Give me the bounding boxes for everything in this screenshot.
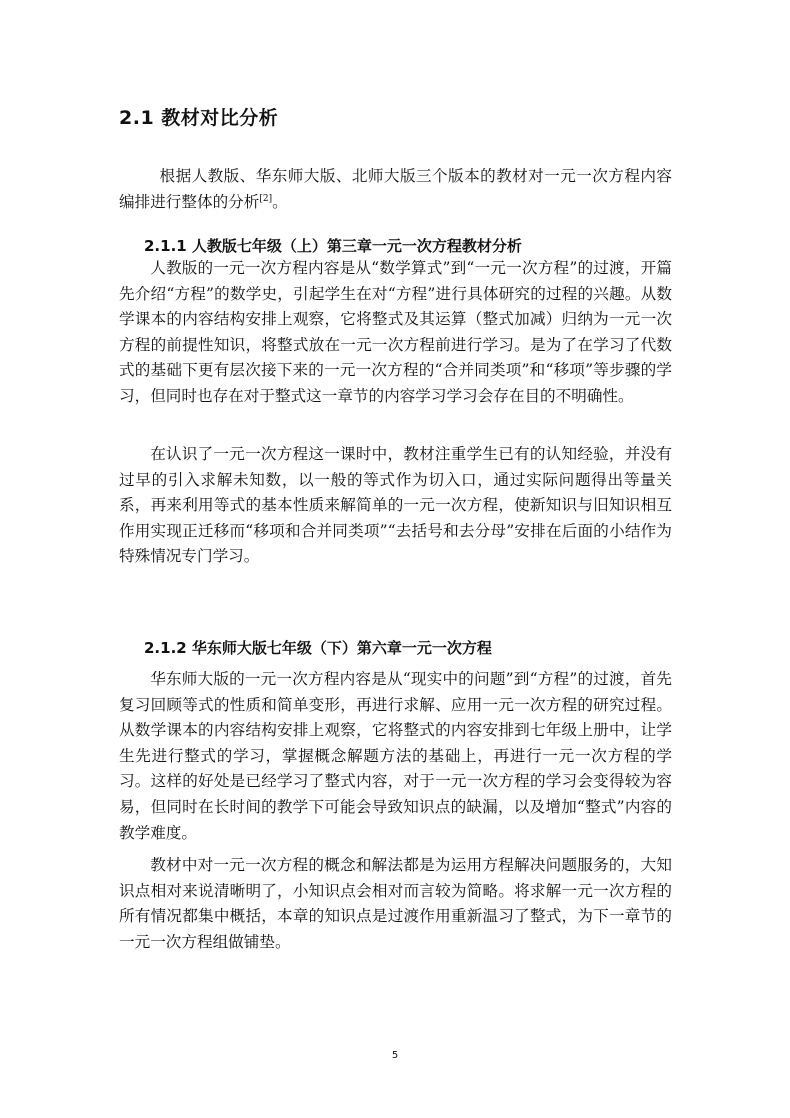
subsection-heading-1: 2.1.1 人教版七年级（上）第三章一元一次方程教材分析 <box>144 237 522 255</box>
subsection-heading-2: 2.1.2 华东师大版七年级（下）第六章一元一次方程 <box>144 639 492 657</box>
intro-text: 根据人教版、华东师大版、北师大版三个版本的教材对一元一次方程内容编排进行整体的分析 <box>119 167 672 211</box>
intro-paragraph <box>119 164 672 215</box>
page-number: 5 <box>391 1050 399 1061</box>
section-heading: 2.1 教材对比分析 <box>119 107 279 129</box>
body-paragraph: 华东师大版的一元一次方程内容是从“现实中的问题”到“方程”的过渡，首先复习回顾等式的性质和简单变形，再进行求解、应用一元一次方程的研究过程。从数学课本的内容结构安排上观察，它将整式的内容安排到七年级上册中，让学生先进行整式的学习，掌握概念解题方法的基础上，再进行一元一次方程的学习。这样的好处是已经学习了整式内容，对于一元一次方程的学习会变得较为容易，但同时在长时间的教学下可能会导致知识点的缺漏，以及增加“整式”内容的教学难度。 <box>119 670 672 842</box>
body-paragraph: 在认识了一元一次方程这一课时中，教材注重学生已有的认知经验，并没有过早的引入求解未知数，以一般的等式作为切入口，通过实际问题得出等量关系，再来利用等式的基本性质来解简单的一元一次方程，使新知识与旧知识相互作用实现正迁移而“移项和合并同类项”“去括号和去分母”安排在后面的小结作为特殊情况专门学习。 <box>119 445 672 566</box>
intro-end-punctuation: 。 <box>272 192 288 211</box>
body-paragraph: 人教版的一元一次方程内容是从“数学算式”到“一元一次方程”的过渡，开篇先介绍“方程”的数学史，引起学生在对“方程”进行具体研究的过程的兴趣。从数学课本的内容结构安排上观察，它将整式及其运算（整式加减）归纳为一元一次方程的前提性知识，将整式放在一元一次方程前进行学习。是为了在学习了代数式的基础下更有层次接下来的一元一次方程的“合并同类项”和“移项”等步骤的学习，但同时也存在对于整式这一章节的内容学习学习会存在目的不明确性。 <box>119 259 672 405</box>
citation-reference: [2] <box>259 193 273 204</box>
body-paragraph: 教材中对一元一次方程的概念和解法都是为运用方程解决问题服务的，大知识点相对来说清晰明了，小知识点会相对而言较为简略。将求解一元一次方程的所有情况都集中概括，本章的知识点是过渡作用重新温习了整式，为下一章节的一元一次方程组做铺垫。 <box>119 856 672 951</box>
